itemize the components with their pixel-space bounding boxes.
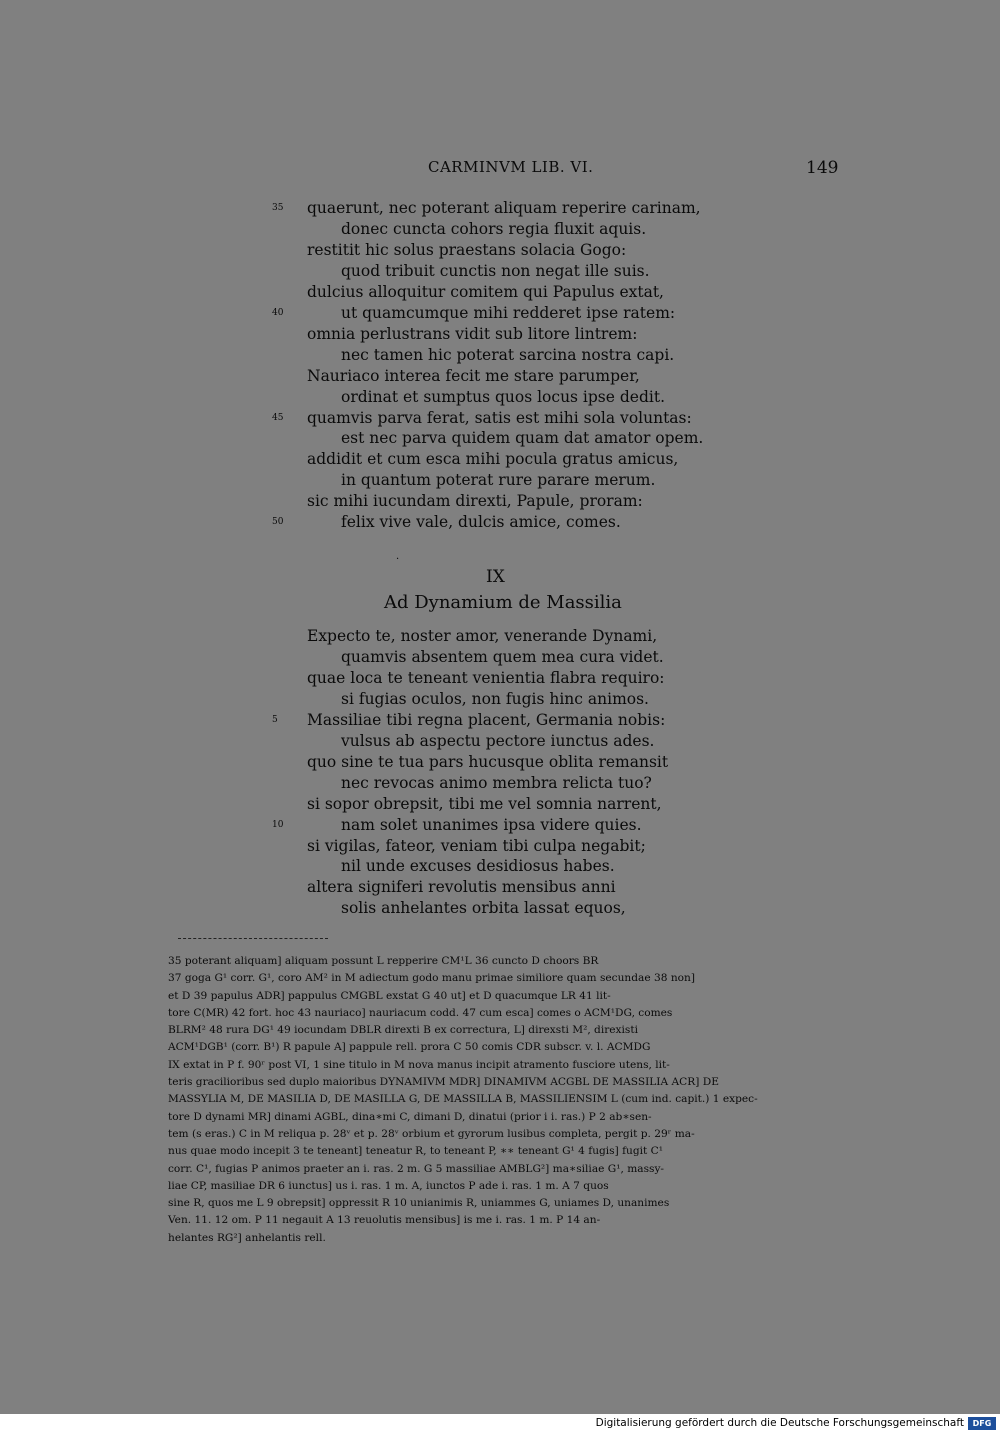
apparatus-line: liae CP, masiliae DR 6 iunctus] us i. ras. 1 m. A, iunctos P ade i. ras. 1 m. A 7 quos: [168, 1179, 609, 1192]
apparatus-line: teris gracilioribus sed duplo maioribus DYNAMIVM MDR] DINAMIVM ACGBL DE MASSILIA ACR] DE: [168, 1076, 719, 1089]
verse-line: quod tribuit cunctis non negat ille suis.: [341, 261, 650, 280]
apparatus-line: Ven. 11. 12 om. P 11 negauit A 13 reuolutis mensibus] is me i. ras. 1 m. P 14 an-: [168, 1214, 601, 1227]
verse-line: ordinat et sumptus quos locus ipse dedit.: [341, 387, 665, 406]
apparatus-line: tore D dynami MR] dinami AGBL, dina∗mi C, dimani D, dinatui (prior i i. ras.) P 2 ab∗sen-: [168, 1110, 652, 1123]
verse-line: restitit hic solus praestans solacia Gogo:: [307, 240, 627, 259]
verse-line: omnia perlustrans vidit sub litore lintrem:: [307, 324, 638, 343]
funding-credit: Digitalisierung gefördert durch die Deutsche Forschungsgemeinschaft: [595, 1417, 964, 1429]
verse-line: quo sine te tua pars hucusque oblita remansit: [307, 752, 669, 771]
verse-line: nam solet unanimes ipsa videre quies.: [341, 815, 642, 834]
apparatus-line: IX extat in P f. 90ʳ post VI, 1 sine titulo in M nova manus incipit atramento fusciore utens, lit-: [168, 1058, 670, 1071]
apparatus-line: 35 poterant aliquam] aliquam possunt L repperire CM¹L 36 cuncto D choors BR: [168, 955, 599, 967]
line-number: 5: [272, 714, 278, 725]
verse-line: nec revocas animo membra relicta tuo?: [341, 773, 652, 792]
verse-line: quamvis parva ferat, satis est mihi sola voluntas:: [307, 408, 692, 427]
verse-line: felix vive vale, dulcis amice, comes.: [341, 513, 621, 532]
apparatus-line: tore C(MR) 42 fort. hoc 43 nauriaco] nauriacum codd. 47 cum esca] comes o ACM¹DG, comes: [168, 1006, 673, 1019]
verse-line: nil unde excuses desidiosus habes.: [341, 857, 615, 876]
verse-line: altera signiferi revolutis mensibus anni: [307, 878, 616, 897]
verse-line: quae loca te teneant venientia flabra requiro:: [307, 668, 665, 687]
line-number: 45: [272, 412, 284, 423]
verse-line: addidit et cum esca mihi pocula gratus amicus,: [307, 450, 679, 469]
verse-line: Massiliae tibi regna placent, Germania nobis:: [307, 710, 666, 729]
verse-line: solis anhelantes orbita lassat equos,: [341, 899, 626, 918]
verse-line: quamvis absentem quem mea cura videt.: [341, 647, 664, 666]
apparatus-line: MASSYLIA M, DE MASILIA D, DE MASILLA G, DE MASSILLA B, MASSILIENSIM L (cum ind. capit.) 1 expec-: [168, 1093, 758, 1106]
verse-line: vulsus ab aspectu pectore iunctus ades.: [341, 731, 655, 750]
apparatus-line: et D 39 papulus ADR] pappulus CMGBL exstat G 40 ut] et D quacumque LR 41 lit-: [168, 989, 611, 1002]
critical-apparatus: [168, 953, 828, 1247]
verse-line: ut quamcumque mihi redderet ipse ratem:: [341, 303, 676, 322]
footer-bar: [0, 1414, 1000, 1434]
apparatus-line: sine R, quos me L 9 obrepsit] oppressit R 10 unianimis R, uniammes G, uniames D, unanimes: [168, 1197, 670, 1210]
line-number: 50: [272, 517, 284, 528]
apparatus-line: corr. C¹, fugias P animos praeter an i. ras. 2 m. G 5 massiliae AMBLG²] ma∗siliae G¹, massy-: [168, 1162, 665, 1175]
verse-line: in quantum poterat rure parare merum.: [341, 471, 656, 490]
stray-mark: ·: [396, 554, 400, 565]
verse-line: nec tamen hic poterat sarcina nostra capi.: [341, 345, 675, 364]
apparatus-line: tem (s eras.) C in M reliqua p. 28ᵛ et p. 28ᵛ orbium et gyrorum lusibus completa, pergit p. 29ʳ ma-: [168, 1127, 695, 1140]
apparatus-line: 37 goga G¹ corr. G¹, coro AM² in M adiectum godo manu primae similiore quam secundae 38 non]: [168, 972, 695, 985]
verse-line: si sopor obrepsit, tibi me vel somnia narrent,: [307, 794, 662, 813]
verse-line: si fugias oculos, non fugis hinc animos.: [341, 689, 649, 708]
verse-line: dulcius alloquitur comitem qui Papulus extat,: [307, 282, 664, 301]
verse-line: si vigilas, fateor, veniam tibi culpa negabit;: [307, 836, 646, 855]
apparatus-line: nus quae modo incepit 3 te teneant] teneatur R, to teneant P, ∗∗ teneant G¹ 4 fugis] fugit C¹: [168, 1145, 664, 1158]
apparatus-line: ACM¹DGB¹ (corr. B¹) R papule A] pappule rell. prora C 50 comis CDR subscr. v. l. ACMDG: [168, 1041, 651, 1054]
dfg-logo: DFG: [968, 1417, 996, 1430]
verse-line: donec cuncta cohors regia fluxit aquis.: [341, 219, 647, 238]
line-number: 10: [272, 819, 284, 830]
verse-line: est nec parva quidem quam dat amator opem.: [341, 429, 704, 448]
apparatus-line: helantes RG²] anhelantis rell.: [168, 1231, 326, 1244]
verse-line: Nauriaco interea fecit me stare parumper,: [307, 366, 640, 385]
verse-line: sic mihi iucundam direxti, Papule, proram:: [307, 492, 643, 511]
apparatus-line: BLRM² 48 rura DG¹ 49 iocundam DBLR direxti B ex correctura, L] direxsti M², direxisti: [168, 1024, 638, 1037]
poem-title: Ad Dynamium de Massilia: [384, 592, 622, 613]
verse-line: quaerunt, nec poterant aliquam reperire carinam,: [307, 199, 701, 217]
running-title: CARMINVM LIB. VI.: [428, 158, 594, 176]
poem-number: IX: [486, 567, 505, 587]
footnote-rule: [178, 938, 328, 939]
verse-line: Expecto te, noster amor, venerande Dynami,: [307, 627, 658, 645]
line-number: 40: [272, 307, 284, 318]
line-number: 35: [272, 203, 284, 213]
page-number: 149: [806, 158, 839, 178]
